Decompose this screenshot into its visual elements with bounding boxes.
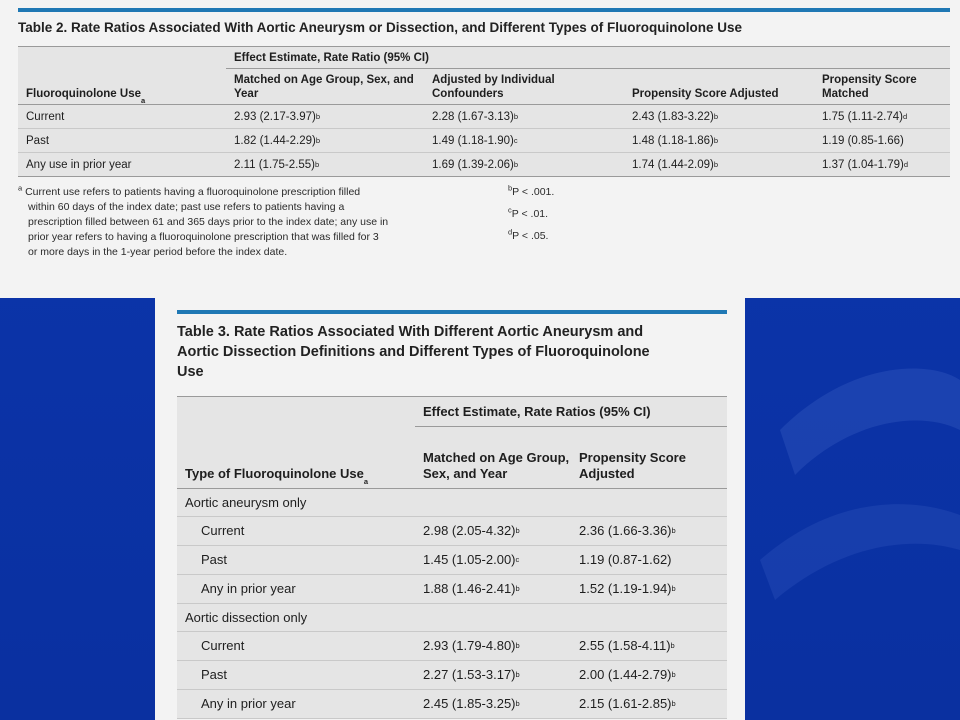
table3-cell: 1.88 (1.46-2.41) b xyxy=(415,575,571,604)
table3-cell: 2.36 (1.66-3.36) b xyxy=(571,517,727,546)
table3-cell-value: 2.55 (1.58-4.11) xyxy=(579,638,671,653)
footnote-text: Current use refers to patients having a fluoroquinolone prescription filled xyxy=(25,186,361,198)
table2-footnote-a xyxy=(18,185,498,260)
significance-note xyxy=(508,229,628,251)
significance-text: P < .001. xyxy=(512,186,555,198)
table2-body xyxy=(18,46,950,177)
table3-grid xyxy=(177,397,727,719)
table3-cell-value: 2.00 (1.44-2.79) xyxy=(579,667,672,682)
table3-cell: 2.55 (1.58-4.11) b xyxy=(571,632,727,661)
table3-cell-value: 1.45 (1.05-2.00) xyxy=(423,552,516,567)
table3-col-header-type: Type of Fluoroquinolone Use a xyxy=(177,427,415,489)
table2-cell-value: 2.43 (1.83-3.22) xyxy=(632,110,714,123)
table2-col-header-matched: Matched on Age Group, Sex, and Year xyxy=(226,69,424,105)
table2-spanner-header: Effect Estimate, Rate Ratio (95% CI) xyxy=(226,47,950,69)
table3-cell: 2.15 (1.61-2.85) b xyxy=(571,690,727,719)
table3-row-label: Any in prior year xyxy=(177,575,415,604)
table3-col-header-ps-adjusted: Propensity Score Adjusted xyxy=(571,427,727,489)
significance-marker: b xyxy=(508,183,513,193)
table2-cell: 2.93 (2.17-3.97) b xyxy=(226,105,424,129)
significance-text: P < .01. xyxy=(511,208,549,220)
table2-cell: 2.43 (1.83-3.22) b xyxy=(624,105,814,129)
table2-cell: 1.48 (1.18-1.86) b xyxy=(624,129,814,153)
table2-cell-value: 1.82 (1.44-2.29) xyxy=(234,134,316,147)
table2-panel xyxy=(0,0,960,298)
footnote-line: or more days in the 1-year period before the index date. xyxy=(28,246,288,258)
table3-section-label: Aortic dissection only xyxy=(177,604,727,632)
table2-cell: 1.75 (1.11-2.74) d xyxy=(814,105,950,129)
table3-section-label: Aortic aneurysm only xyxy=(177,489,727,517)
table3-row-label: Current xyxy=(177,517,415,546)
table3-cell: 2.27 (1.53-3.17) b xyxy=(415,661,571,690)
table2-footnotes xyxy=(18,185,950,275)
table2-cell-value: 1.48 (1.18-1.86) xyxy=(632,134,714,147)
table3-cell-value: 2.45 (1.85-3.25) xyxy=(423,696,516,711)
significance-note xyxy=(508,185,628,207)
table3-title: Table 3. Rate Ratios Associated With Different Aortic Aneurysm and Aortic Dissection Definitions and Different Types of Fluoroquinolone Use xyxy=(177,324,650,380)
table3-cell-value: 1.19 (0.87-1.62) xyxy=(579,552,672,567)
table3-cell-value: 2.93 (1.79-4.80) xyxy=(423,638,516,653)
significance-marker: d xyxy=(508,227,513,237)
table2-cell: 1.69 (1.39-2.06) b xyxy=(424,153,624,177)
table2-significance-notes xyxy=(508,185,628,251)
table2-cell xyxy=(814,129,950,153)
table2-cell-value: 1.49 (1.18-1.90) xyxy=(432,134,514,147)
table2-cell: 2.11 (1.75-2.55) b xyxy=(226,153,424,177)
table2-cell: 1.49 (1.18-1.90) c xyxy=(424,129,624,153)
table3-cell-value: 2.98 (2.05-4.32) xyxy=(423,523,516,538)
table2-cell: 1.37 (1.04-1.79) d xyxy=(814,153,950,177)
table2-cell-value: 2.93 (2.17-3.97) xyxy=(234,110,316,123)
table3-cell: 2.00 (1.44-2.79) b xyxy=(571,661,727,690)
table3-col-header-type-label: Type of Fluoroquinolone Use xyxy=(185,466,364,481)
table2-cell-value: 2.11 (1.75-2.55) xyxy=(234,158,315,171)
table3-cell-value: 2.27 (1.53-3.17) xyxy=(423,667,516,682)
table3-body xyxy=(177,396,727,719)
table2-cell-value: 1.37 (1.04-1.79) xyxy=(822,158,904,171)
table2-grid xyxy=(18,47,950,177)
table2-cell-value: 1.69 (1.39-2.06) xyxy=(432,158,514,171)
table2-cell-value: 2.28 (1.67-3.13) xyxy=(432,110,514,123)
significance-text: P < .05. xyxy=(512,230,549,242)
table2-col-header-ps-matched: Propensity Score Matched xyxy=(814,69,950,105)
table3-row-label: Current xyxy=(177,632,415,661)
table2-col-header-ps-adjusted: Propensity Score Adjusted xyxy=(624,69,814,105)
table2 xyxy=(18,8,950,275)
table2-row-label: Any use in prior year xyxy=(18,153,226,177)
table3-cell-value: 2.36 (1.66-3.36) xyxy=(579,523,672,538)
footnote-marker: a xyxy=(18,183,23,193)
table3-cell: 2.93 (1.79-4.80) b xyxy=(415,632,571,661)
table2-col-header-adjusted: Adjusted by Individual Confounders xyxy=(424,69,624,105)
table2-cell: 1.74 (1.44-2.09) b xyxy=(624,153,814,177)
table3-cell-value: 1.52 (1.19-1.94) xyxy=(579,581,672,596)
table2-col-header-use-label: Fluoroquinolone Use xyxy=(26,88,141,100)
table2-cell-value: 1.74 (1.44-2.09) xyxy=(632,158,714,171)
table3-cell-value: 1.88 (1.46-2.41) xyxy=(423,581,516,596)
table2-cell-value: 1.75 (1.11-2.74) xyxy=(822,110,903,123)
table3 xyxy=(177,310,727,719)
footnote-line: prescription filled between 61 and 365 days prior to the index date; any use in xyxy=(28,216,389,228)
table3-row-label: Past xyxy=(177,661,415,690)
table3-panel xyxy=(155,298,745,720)
table3-row-label: Past xyxy=(177,546,415,575)
table3-cell: 1.52 (1.19-1.94) b xyxy=(571,575,727,604)
table3-row-label: Any in prior year xyxy=(177,690,415,719)
significance-note xyxy=(508,207,628,229)
table2-cell: 2.28 (1.67-3.13) b xyxy=(424,105,624,129)
table2-title: Table 2. Rate Ratios Associated With Aortic Aneurysm or Dissection, and Different Types of Fluoroquinolone Use xyxy=(18,20,742,35)
table2-row-label: Current xyxy=(18,105,226,129)
footnote-line xyxy=(18,185,498,200)
table3-cell: 2.98 (2.05-4.32) b xyxy=(415,517,571,546)
table2-cell: 1.82 (1.44-2.29) b xyxy=(226,129,424,153)
table3-corner xyxy=(177,397,415,427)
table3-col-header-matched: Matched on Age Group, Sex, and Year xyxy=(415,427,571,489)
table2-corner xyxy=(18,47,226,69)
footnote-line: within 60 days of the index date; past use refers to patients having a xyxy=(28,201,345,213)
table3-accent-rule xyxy=(177,310,727,314)
table2-cell-value: 1.19 (0.85-1.66) xyxy=(822,134,904,147)
table3-cell xyxy=(571,546,727,575)
table3-cell: 2.45 (1.85-3.25) b xyxy=(415,690,571,719)
table2-accent-rule xyxy=(18,8,950,12)
footnote-line: prior year refers to having a fluoroquinolone prescription that was filled for 3 xyxy=(28,231,379,243)
table2-col-header-use: Fluoroquinolone Use a xyxy=(18,69,226,105)
table3-cell-value: 2.15 (1.61-2.85) xyxy=(579,696,672,711)
table3-cell: 1.45 (1.05-2.00) c xyxy=(415,546,571,575)
significance-marker: c xyxy=(508,205,512,215)
table3-spanner-header: Effect Estimate, Rate Ratios (95% CI) xyxy=(415,397,727,427)
table2-row-label: Past xyxy=(18,129,226,153)
background-swoosh xyxy=(740,300,960,720)
